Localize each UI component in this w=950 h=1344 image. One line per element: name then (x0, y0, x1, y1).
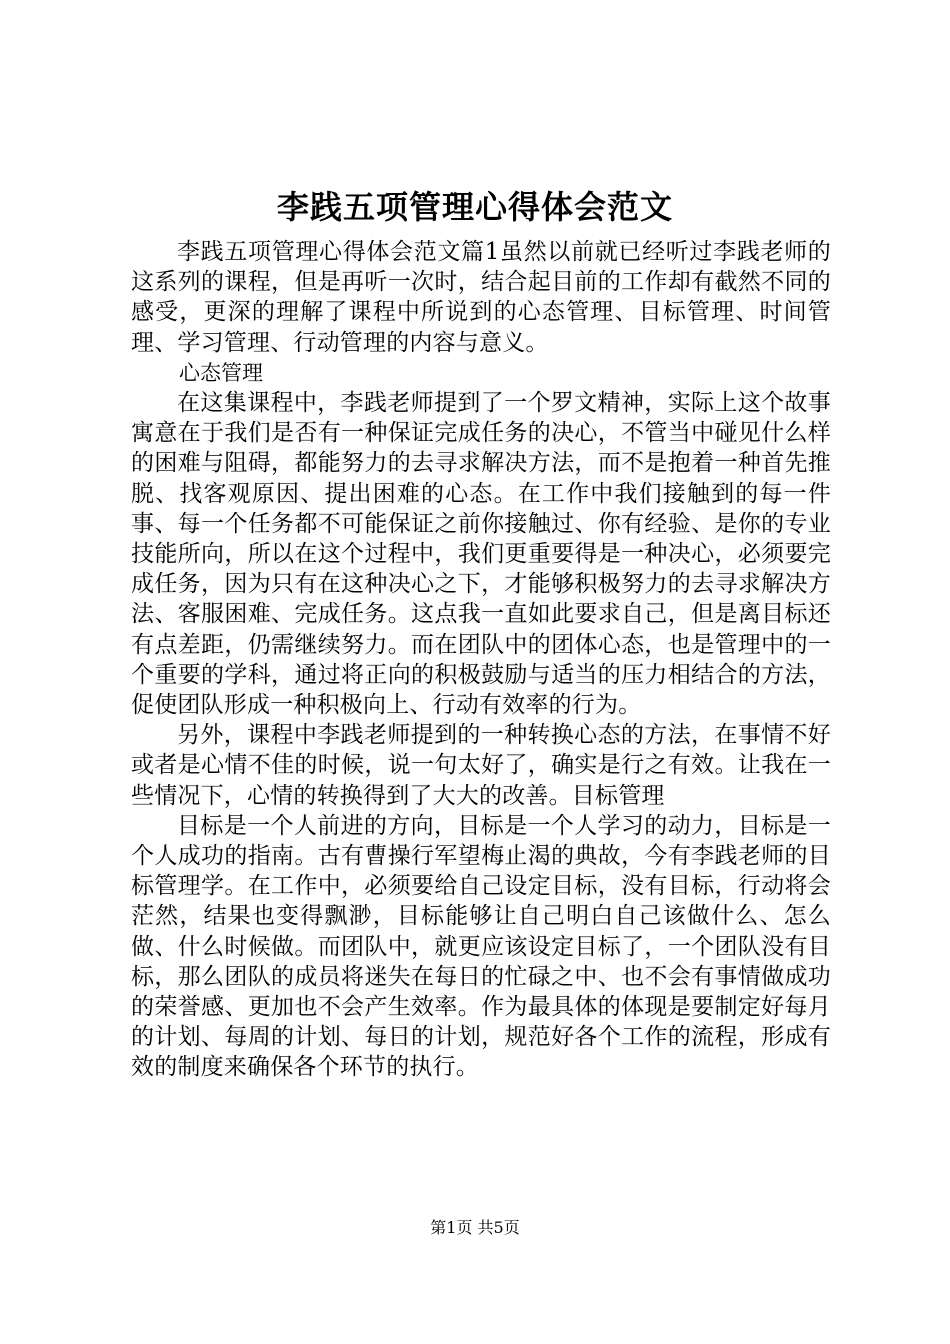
paragraph-goal-management: 目标是一个人前进的方向，目标是一个人学习的动力，目标是一个人成功的指南。古有曹操行军望梅止渴的典故，今有李践老师的目标管理学。在工作中，必须要给自己设定目标，没有目标，行动将会茫然，结果也变得飘渺，目标能够让自己明白自己该做什么、怎么做、什么时候做。而团队中，就更应该设定目标了，一个团队没有目标，那么团队的成员将迷失在每日的忙碌之中、也不会有事情做成功的荣誉感、更加也不会产生效率。作为最具体的体现是要制定好每月的计划、每周的计划、每日的计划，规范好各个工作的流程，形成有效的制度来确保各个环节的执行。 (131, 812, 831, 1081)
section-heading-mindset: 心态管理 (179, 360, 263, 385)
paragraph-intro: 李践五项管理心得体会范文篇1虽然以前就已经听过李践老师的这系列的课程，但是再听一次时，结合起目前的工作却有截然不同的感受，更深的理解了课程中所说到的心态管理、目标管理、时间管理、学习管理、行动管理的内容与意义。 (131, 239, 831, 356)
paragraph-mindset: 在这集课程中，李践老师提到了一个罗文精神，实际上这个故事寓意在于我们是否有一种保证完成任务的决心，不管当中碰见什么样的困难与阻碍，都能努力的去寻求解决方法，而不是抱着一种首先推脱、找客观原因、提出困难的心态。在工作中我们接触到的每一件事、每一个任务都不可能保证之前你接触过、你有经验、是你的专业技能所向，所以在这个过程中，我们更重要得是一种决心，必须要完成任务，因为只有在这种决心之下，才能够积极努力的去寻求解决方法、客服困难、完成任务。这点我一直如此要求自己，但是离目标还有点差距，仍需继续努力。而在团队中的团体心态，也是管理中的一个重要的学科，通过将正向的积极鼓励与适当的压力相结合的方法，促使团队形成一种积极向上、行动有效率的行为。 (131, 390, 831, 719)
page-footer: 第1页 共5页 (430, 1218, 520, 1237)
document-title: 李践五项管理心得体会范文 (276, 188, 673, 226)
document-body (131, 237, 831, 1083)
paragraph-mindset-shift: 另外，课程中李践老师提到的一种转换心态的方法，在事情不好或者是心情不佳的时候，说一句太好了，确实是行之有效。让我在一些情况下，心情的转换得到了大大的改善。目标管理 (131, 722, 831, 809)
